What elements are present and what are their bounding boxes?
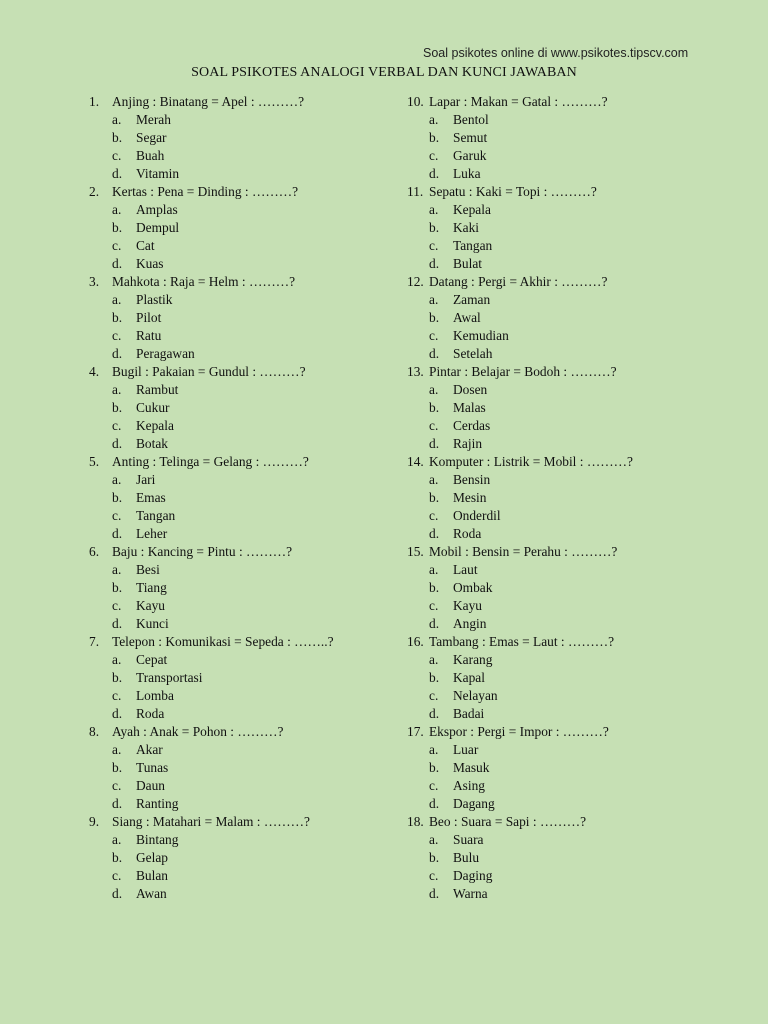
question-number: 5. <box>89 454 100 469</box>
option-letter: b. <box>429 400 440 415</box>
answer-option <box>89 111 419 129</box>
answer-option <box>407 129 737 147</box>
option-text: Masuk <box>453 760 490 775</box>
question-line <box>89 453 419 471</box>
option-letter: d. <box>429 886 440 901</box>
question-text: Mobil : Bensin = Perahu : ………? <box>429 544 618 559</box>
question-item <box>89 93 419 183</box>
option-letter: c. <box>429 328 439 343</box>
option-letter: d. <box>429 166 440 181</box>
option-text: Onderdil <box>453 508 501 523</box>
option-text: Ranting <box>136 796 179 811</box>
option-text: Peragawan <box>136 346 195 361</box>
answer-option <box>89 309 419 327</box>
option-letter: a. <box>112 292 122 307</box>
answer-option <box>407 291 737 309</box>
option-text: Mesin <box>453 490 487 505</box>
answer-option <box>407 651 737 669</box>
answer-option <box>407 381 737 399</box>
option-letter: d. <box>429 526 440 541</box>
question-line <box>89 633 419 651</box>
answer-option <box>89 291 419 309</box>
question-line <box>407 723 737 741</box>
option-text: Laut <box>453 562 478 577</box>
option-letter: d. <box>429 796 440 811</box>
answer-option <box>407 327 737 345</box>
option-letter: d. <box>112 346 123 361</box>
option-text: Badai <box>453 706 485 721</box>
question-text: Anting : Telinga = Gelang : ………? <box>112 454 309 469</box>
question-line <box>407 93 737 111</box>
option-text: Cepat <box>136 652 168 667</box>
answer-option <box>407 255 737 273</box>
option-letter: c. <box>112 868 122 883</box>
answer-option <box>89 435 419 453</box>
option-letter: c. <box>112 328 122 343</box>
option-text: Kunci <box>136 616 169 631</box>
question-number: 6. <box>89 544 100 559</box>
question-item <box>407 723 737 813</box>
option-text: Kemudian <box>453 328 509 343</box>
question-number: 2. <box>89 184 100 199</box>
answer-option <box>89 597 419 615</box>
question-item <box>89 363 419 453</box>
option-letter: c. <box>429 598 439 613</box>
option-letter: b. <box>429 310 440 325</box>
answer-option <box>407 867 737 885</box>
option-text: Gelap <box>136 850 168 865</box>
option-text: Merah <box>136 112 171 127</box>
option-letter: a. <box>112 832 122 847</box>
question-item <box>407 363 737 453</box>
question-line <box>89 183 419 201</box>
question-item <box>407 633 737 723</box>
option-letter: a. <box>429 382 439 397</box>
question-item <box>89 813 419 903</box>
option-text: Tangan <box>453 238 493 253</box>
answer-option <box>89 669 419 687</box>
answer-option <box>89 705 419 723</box>
option-text: Buah <box>136 148 165 163</box>
option-letter: d. <box>429 436 440 451</box>
question-text: Beo : Suara = Sapi : ………? <box>429 814 587 829</box>
option-letter: b. <box>112 490 123 505</box>
option-letter: b. <box>112 580 123 595</box>
option-letter: a. <box>429 202 439 217</box>
option-text: Emas <box>136 490 166 505</box>
question-line <box>407 813 737 831</box>
answer-option <box>407 741 737 759</box>
question-text: Sepatu : Kaki = Topi : ………? <box>429 184 597 199</box>
question-number: 12. <box>407 274 424 289</box>
option-text: Dagang <box>453 796 495 811</box>
option-letter: b. <box>112 220 123 235</box>
option-text: Cat <box>136 238 155 253</box>
question-column-right <box>407 93 737 903</box>
answer-option <box>89 507 419 525</box>
option-letter: a. <box>112 112 122 127</box>
option-text: Ombak <box>453 580 493 595</box>
option-letter: a. <box>429 742 439 757</box>
question-line <box>407 363 737 381</box>
option-text: Suara <box>453 832 484 847</box>
answer-option <box>89 561 419 579</box>
option-text: Lomba <box>136 688 174 703</box>
option-letter: b. <box>112 400 123 415</box>
question-line <box>407 633 737 651</box>
option-text: Zaman <box>453 292 491 307</box>
option-letter: d. <box>112 616 123 631</box>
question-number: 18. <box>407 814 424 829</box>
option-letter: a. <box>112 652 122 667</box>
answer-option <box>407 111 737 129</box>
option-letter: a. <box>112 472 122 487</box>
option-letter: d. <box>429 616 440 631</box>
answer-option <box>89 345 419 363</box>
option-text: Cerdas <box>453 418 491 433</box>
question-item <box>89 723 419 813</box>
option-letter: c. <box>112 688 122 703</box>
option-letter: b. <box>112 670 123 685</box>
option-text: Dempul <box>136 220 180 235</box>
option-text: Bulu <box>453 850 480 865</box>
question-line <box>407 543 737 561</box>
option-letter: b. <box>429 490 440 505</box>
option-letter: a. <box>112 202 122 217</box>
option-text: Kayu <box>453 598 483 613</box>
option-letter: c. <box>429 418 439 433</box>
answer-option <box>89 129 419 147</box>
option-text: Segar <box>136 130 167 145</box>
option-text: Leher <box>136 526 168 541</box>
option-text: Awan <box>136 886 167 901</box>
question-text: Telepon : Komunikasi = Sepeda : ……..? <box>112 634 334 649</box>
option-letter: a. <box>429 562 439 577</box>
question-column-left <box>89 93 419 903</box>
option-text: Karang <box>453 652 493 667</box>
question-line <box>89 723 419 741</box>
document-title: SOAL PSIKOTES ANALOGI VERBAL DAN KUNCI JAWABAN <box>191 65 577 80</box>
answer-option <box>407 777 737 795</box>
option-text: Botak <box>136 436 168 451</box>
option-letter: d. <box>112 256 123 271</box>
option-letter: b. <box>112 310 123 325</box>
answer-option <box>407 435 737 453</box>
option-text: Luar <box>453 742 479 757</box>
answer-option <box>89 651 419 669</box>
answer-option <box>407 885 737 903</box>
option-text: Kepala <box>136 418 174 433</box>
answer-option <box>407 417 737 435</box>
question-line <box>89 363 419 381</box>
question-line <box>89 93 419 111</box>
option-letter: c. <box>112 148 122 163</box>
option-text: Amplas <box>136 202 178 217</box>
question-number: 3. <box>89 274 100 289</box>
answer-option <box>89 255 419 273</box>
option-text: Angin <box>453 616 487 631</box>
option-text: Rambut <box>136 382 179 397</box>
question-text: Ekspor : Pergi = Impor : ………? <box>429 724 609 739</box>
question-item <box>407 273 737 363</box>
question-text: Pintar : Belajar = Bodoh : ………? <box>429 364 617 379</box>
answer-option <box>89 147 419 165</box>
option-letter: d. <box>429 256 440 271</box>
answer-option <box>407 705 737 723</box>
option-text: Jari <box>136 472 156 487</box>
option-letter: d. <box>112 796 123 811</box>
option-letter: a. <box>429 472 439 487</box>
question-item <box>89 633 419 723</box>
option-letter: c. <box>112 508 122 523</box>
answer-option <box>407 345 737 363</box>
option-letter: d. <box>112 706 123 721</box>
option-letter: c. <box>112 598 122 613</box>
option-letter: d. <box>429 346 440 361</box>
answer-option <box>89 615 419 633</box>
option-letter: d. <box>112 166 123 181</box>
option-letter: d. <box>112 886 123 901</box>
question-number: 10. <box>407 94 424 109</box>
question-number: 9. <box>89 814 100 829</box>
answer-option <box>89 471 419 489</box>
option-letter: a. <box>429 292 439 307</box>
answer-option <box>89 687 419 705</box>
question-text: Baju : Kancing = Pintu : ………? <box>112 544 293 559</box>
answer-option <box>407 831 737 849</box>
question-item <box>407 813 737 903</box>
answer-option <box>407 687 737 705</box>
question-number: 11. <box>407 184 424 199</box>
answer-option <box>407 489 737 507</box>
option-letter: c. <box>429 868 439 883</box>
answer-option <box>89 795 419 813</box>
question-text: Komputer : Listrik = Mobil : ………? <box>429 454 633 469</box>
option-letter: c. <box>112 778 122 793</box>
option-text: Daun <box>136 778 166 793</box>
answer-option <box>89 327 419 345</box>
option-text: Garuk <box>453 148 487 163</box>
answer-option <box>407 525 737 543</box>
answer-option <box>407 849 737 867</box>
option-text: Luka <box>453 166 481 181</box>
answer-option <box>89 867 419 885</box>
answer-option <box>407 309 737 327</box>
option-letter: d. <box>429 706 440 721</box>
question-line <box>407 273 737 291</box>
source-note: Soal psikotes online di www.psikotes.tipscv.com <box>423 46 689 60</box>
option-text: Vitamin <box>136 166 180 181</box>
option-letter: a. <box>112 562 122 577</box>
answer-option <box>407 615 737 633</box>
answer-option <box>407 219 737 237</box>
answer-option <box>89 489 419 507</box>
option-letter: b. <box>429 580 440 595</box>
question-text: Datang : Pergi = Akhir : ………? <box>429 274 608 289</box>
answer-option <box>89 399 419 417</box>
question-line <box>89 273 419 291</box>
question-line <box>407 183 737 201</box>
question-item <box>89 543 419 633</box>
option-letter: c. <box>112 238 122 253</box>
answer-option <box>407 147 737 165</box>
question-item <box>89 453 419 543</box>
question-text: Kertas : Pena = Dinding : ………? <box>112 184 299 199</box>
option-text: Malas <box>453 400 486 415</box>
question-text: Anjing : Binatang = Apel : ………? <box>112 94 305 109</box>
answer-option <box>89 525 419 543</box>
question-text: Mahkota : Raja = Helm : ………? <box>112 274 296 289</box>
option-text: Tiang <box>136 580 167 595</box>
option-text: Cukur <box>136 400 170 415</box>
answer-option <box>407 471 737 489</box>
answer-option <box>407 759 737 777</box>
question-text: Bugil : Pakaian = Gundul : ………? <box>112 364 306 379</box>
option-letter: c. <box>429 508 439 523</box>
option-text: Setelah <box>453 346 493 361</box>
option-letter: a. <box>112 742 122 757</box>
option-letter: d. <box>112 526 123 541</box>
option-text: Bentol <box>453 112 489 127</box>
option-text: Tangan <box>136 508 176 523</box>
answer-option <box>89 237 419 255</box>
answer-option <box>89 165 419 183</box>
answer-option <box>89 741 419 759</box>
question-item <box>407 93 737 183</box>
question-number: 1. <box>89 94 100 109</box>
answer-option <box>407 165 737 183</box>
option-letter: a. <box>429 832 439 847</box>
option-letter: d. <box>112 436 123 451</box>
option-text: Kayu <box>136 598 166 613</box>
option-text: Bensin <box>453 472 491 487</box>
question-line <box>89 543 419 561</box>
option-text: Akar <box>136 742 163 757</box>
answer-option <box>89 417 419 435</box>
option-text: Ratu <box>136 328 162 343</box>
option-text: Awal <box>453 310 481 325</box>
answer-option <box>407 237 737 255</box>
option-text: Warna <box>453 886 488 901</box>
question-item <box>407 183 737 273</box>
question-number: 7. <box>89 634 100 649</box>
answer-option <box>89 849 419 867</box>
option-letter: b. <box>429 850 440 865</box>
option-text: Transportasi <box>136 670 203 685</box>
option-text: Kapal <box>453 670 485 685</box>
option-letter: b. <box>112 130 123 145</box>
option-text: Dosen <box>453 382 488 397</box>
answer-option <box>89 579 419 597</box>
option-letter: a. <box>112 382 122 397</box>
answer-option <box>407 507 737 525</box>
option-text: Bintang <box>136 832 179 847</box>
question-item <box>89 273 419 363</box>
option-text: Rajin <box>453 436 483 451</box>
answer-option <box>89 759 419 777</box>
answer-option <box>407 561 737 579</box>
answer-option <box>407 579 737 597</box>
answer-option <box>89 219 419 237</box>
option-letter: c. <box>429 238 439 253</box>
option-text: Besi <box>136 562 160 577</box>
answer-option <box>89 381 419 399</box>
answer-option <box>89 777 419 795</box>
question-number: 15. <box>407 544 424 559</box>
question-number: 4. <box>89 364 100 379</box>
option-letter: a. <box>429 652 439 667</box>
option-text: Roda <box>136 706 165 721</box>
option-text: Daging <box>453 868 493 883</box>
option-letter: c. <box>112 418 122 433</box>
option-text: Bulan <box>136 868 168 883</box>
question-text: Siang : Matahari = Malam : ………? <box>112 814 310 829</box>
option-letter: c. <box>429 688 439 703</box>
answer-option <box>407 201 737 219</box>
option-letter: b. <box>429 130 440 145</box>
question-line <box>407 453 737 471</box>
option-text: Semut <box>453 130 488 145</box>
question-text: Ayah : Anak = Pohon : ………? <box>112 724 284 739</box>
answer-option <box>407 669 737 687</box>
question-text: Tambang : Emas = Laut : ………? <box>429 634 615 649</box>
answer-option <box>407 399 737 417</box>
answer-option <box>407 795 737 813</box>
option-text: Kaki <box>453 220 480 235</box>
option-letter: b. <box>429 670 440 685</box>
answer-option <box>407 597 737 615</box>
question-item <box>407 543 737 633</box>
option-letter: b. <box>112 850 123 865</box>
question-text: Lapar : Makan = Gatal : ………? <box>429 94 608 109</box>
answer-option <box>89 885 419 903</box>
option-letter: c. <box>429 148 439 163</box>
option-text: Tunas <box>136 760 169 775</box>
question-number: 13. <box>407 364 424 379</box>
option-text: Roda <box>453 526 482 541</box>
option-text: Bulat <box>453 256 483 271</box>
option-letter: c. <box>429 778 439 793</box>
option-letter: a. <box>429 112 439 127</box>
option-letter: b. <box>429 760 440 775</box>
option-text: Pilot <box>136 310 162 325</box>
question-number: 16. <box>407 634 424 649</box>
question-item <box>89 183 419 273</box>
option-text: Plastik <box>136 292 173 307</box>
question-line <box>89 813 419 831</box>
answer-option <box>89 831 419 849</box>
question-number: 14. <box>407 454 424 469</box>
question-item <box>407 453 737 543</box>
question-number: 17. <box>407 724 424 739</box>
option-text: Kepala <box>453 202 491 217</box>
option-text: Asing <box>453 778 485 793</box>
option-text: Kuas <box>136 256 164 271</box>
option-letter: b. <box>112 760 123 775</box>
option-letter: b. <box>429 220 440 235</box>
option-text: Nelayan <box>453 688 498 703</box>
question-number: 8. <box>89 724 100 739</box>
answer-option <box>89 201 419 219</box>
